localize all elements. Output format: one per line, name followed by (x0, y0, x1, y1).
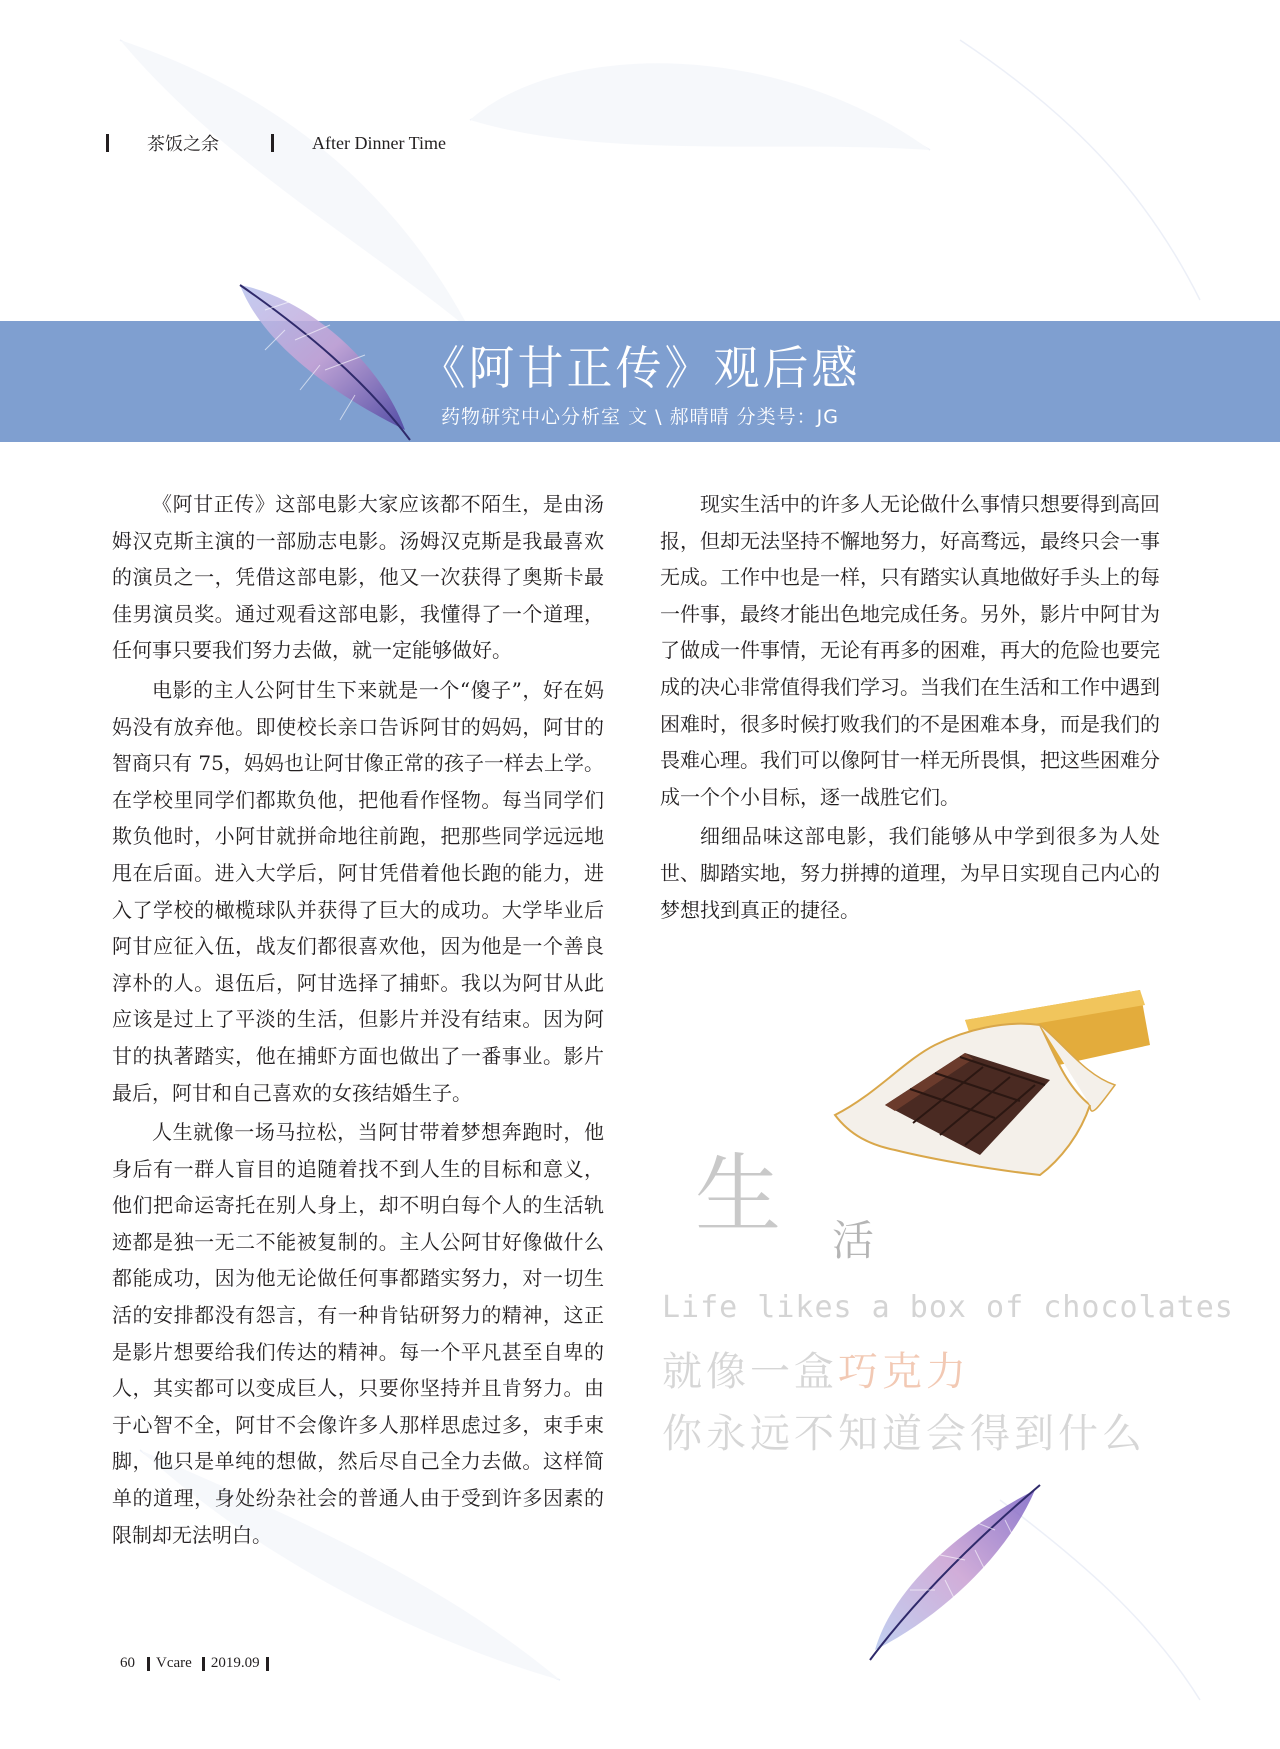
article-byline: 药物研究中心分析室 文 \ 郝晴晴 分类号：JG (441, 406, 839, 428)
magazine-name: Vcare (156, 1655, 192, 1671)
footer-divider (202, 1657, 205, 1671)
body-paragraph: 《阿甘正传》这部电影大家应该都不陌生，是由汤姆汉克斯主演的一部励志电影。汤姆汉克斯是我最喜欢的演员之一，凭借这部电影，他又一次获得了奥斯卡最佳男演员奖。通过观看这部电影，我懂得了一个道理，任何事只要我们努力去做，就一定能够做好。 (112, 492, 604, 663)
article-title: 《阿甘正传》观后感 (419, 341, 861, 395)
tagline-line-1 (662, 1340, 970, 1397)
header-divider (271, 134, 274, 152)
article-body-left-column (112, 486, 604, 1556)
footer-divider (147, 1657, 150, 1671)
body-paragraph: 现实生活中的许多人无论做什么事情只想要得到高回报，但却无法坚持不懈地努力，好高骛远，最终只会一事无成。工作中也是一样，只有踏实认真地做好手头上的每一件事，最终才能出色地完成任务。另外，影片中阿甘为了做成一件事情，无论有再多的困难，再大的危险也要完成的决心非常值得我们学习。当我们在生活和工作中遇到困难时，很多时候打败我们的不是困难本身，而是我们的畏难心理。我们可以像阿甘一样无所畏惧，把这些困难分成一个个小目标，逐一战胜它们。 (660, 492, 1160, 809)
body-paragraph: 人生就像一场马拉松，当阿甘带着梦想奔跑时，他身后有一群人盲目的追随着找不到人生的目标和意义，他们把命运寄托在别人身上，却不明白每个人的生活轨迹都是独一无二不能被复制的。主人公阿甘好像做什么都能成功，因为他无论做任何事都踏实努力，对一切生活的安排都没有怨言，有一种肯钻研努力的精神，这正是影片想要给我们传达的精神。每一个平凡甚至自卑的人，其实都可以变成巨人，只要你坚持并且肯努力。由于心智不全，阿甘不会像许多人那样思虑过多，束手束脚，他只是单纯的想做，然后尽自己全力去做。这样简单的道理，身处纷杂社会的普通人由于受到许多因素的限制却无法明白。 (112, 1120, 604, 1547)
tagline-line-1-part-a: 就像一盒 (662, 1349, 838, 1395)
tagline-line-2: 你永远不知道会得到什么 (662, 1411, 1146, 1457)
header-divider (106, 134, 109, 152)
tagline-english: Life likes a box of chocolates (662, 1290, 1234, 1325)
chocolate-bar-illustration-icon (815, 985, 1160, 1185)
section-name-english: After Dinner Time (312, 132, 446, 153)
tagline-large-character: 生 (695, 1145, 781, 1245)
issue-date: 2019.09 (210, 1655, 260, 1671)
feather-illustration-icon (855, 1480, 1055, 1670)
article-body-right-column (660, 486, 1160, 931)
page-number: 60 (120, 1655, 135, 1671)
running-header (106, 128, 446, 158)
page-footer (120, 1655, 275, 1672)
section-name-chinese: 茶饭之余 (147, 134, 219, 155)
footer-divider (266, 1657, 269, 1671)
body-paragraph: 电影的主人公阿甘生下来就是一个“傻子”，好在妈妈没有放弃他。即使校长亲口告诉阿甘的妈妈，阿甘的智商只有 75，妈妈也让阿甘像正常的孩子一样去上学。在学校里同学们都欺负他，把他看作怪物。每当同学们欺负他时，小阿甘就拼命地往前跑，把那些同学远远地甩在后面。进入大学后，阿甘凭借着他长跑的能力，进入了学校的橄榄球队并获得了巨大的成功。大学毕业后阿甘应征入伍，战友们都很喜欢他，因为他是一个善良淳朴的人。退伍后，阿甘选择了捕虾。我以为阿甘从此应该是过上了平淡的生活，但影片并没有结束。因为阿甘的执著踏实，他在捕虾方面也做出了一番事业。影片最后，阿甘和自己喜欢的女孩结婚生子。 (112, 677, 604, 1105)
tagline-line-1-highlight: 巧克力 (838, 1349, 970, 1395)
tagline-small-character: 活 (832, 1216, 875, 1265)
body-paragraph: 细细品味这部电影，我们能够从中学到很多为人处世、脚踏实地，努力拼搏的道理，为早日实现自己内心的梦想找到真正的捷径。 (660, 824, 1160, 922)
